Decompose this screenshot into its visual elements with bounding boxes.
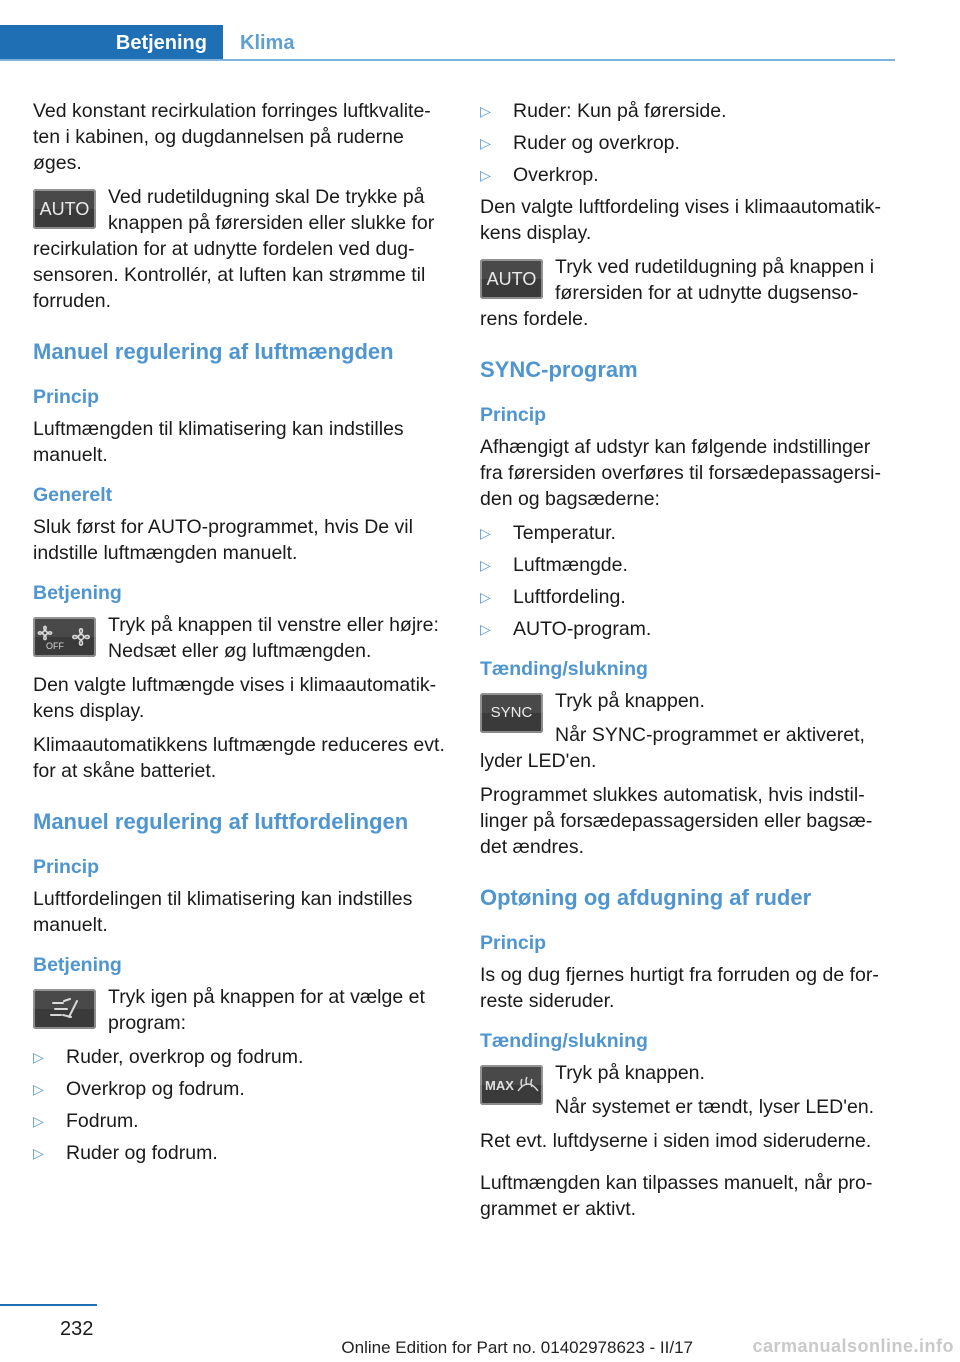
paragraph-battery: Klimaautomatikkens luftmængde reduceres evt. for at skåne batteriet. bbox=[33, 734, 445, 782]
list-item: ▷ Ruder og overkrop. bbox=[480, 132, 680, 154]
paragraph-air-volume-manual: Luftmængden kan tilpasses manuelt, når pro-grammet er aktivt. bbox=[480, 1172, 873, 1220]
heading-betjening: Betjening bbox=[33, 582, 122, 604]
auto-button-block bbox=[33, 184, 448, 314]
list-item: ▷ Ruder og fodrum. bbox=[33, 1142, 218, 1164]
sync-button-icon bbox=[480, 693, 543, 733]
sync-button-label: SYNC bbox=[490, 704, 533, 721]
paragraph-max-led: Når systemet er tændt, lyser LED'en. bbox=[555, 1096, 875, 1118]
paragraph-generelt: Sluk først for AUTO-programmet, hvis De vil indstille luftmængden manuelt. bbox=[33, 516, 413, 564]
list-item: ▷ Overkrop og fodrum. bbox=[33, 1078, 245, 1100]
watermark: carmanualsonline.info bbox=[752, 1336, 954, 1356]
auto-button-icon bbox=[33, 189, 96, 229]
auto-button-label: AUTO bbox=[486, 269, 537, 289]
heading-betjening-2: Betjening bbox=[33, 954, 122, 976]
heading-defrost: Optøning og afdugning af ruder bbox=[480, 885, 812, 910]
program-list bbox=[33, 1044, 448, 1166]
paragraph-side-vents: Ret evt. luftdyserne i siden imod sideruderne. bbox=[480, 1130, 872, 1152]
right-column bbox=[480, 98, 895, 1230]
page-number: 232 bbox=[60, 1318, 94, 1340]
paragraph-princip-air-volume: Luftmængden til klimatisering kan indstilles manuelt. bbox=[33, 418, 404, 466]
tab-betjening[interactable]: Betjening bbox=[0, 25, 223, 61]
triangle-bullet-icon: ▷ bbox=[480, 135, 491, 151]
fan-off-text: OFF bbox=[46, 641, 64, 651]
paragraph-defog: Ved rudetildugning skal De trykke på knappen på førersiden eller slukke for recirkulation for at udnytte fordelen ved dug-sensoren. Kontrollér, at luften kan strømme til forruden. bbox=[33, 186, 435, 312]
heading-manual-air-distribution: Manuel regulering af luftfordelingen bbox=[33, 809, 409, 834]
max-button-label: MAX bbox=[485, 1078, 514, 1093]
paragraph-auto-defog: Tryk ved rudetildugning på knappen i førersiden for at udnytte dugsenso-rens fordele. bbox=[480, 256, 875, 330]
sync-settings-list bbox=[480, 520, 895, 642]
max-defrost-button-icon bbox=[480, 1065, 543, 1105]
heading-manual-air-volume: Manuel regulering af luftmængden bbox=[33, 339, 394, 364]
heading-generelt: Generelt bbox=[33, 484, 113, 506]
triangle-bullet-icon: ▷ bbox=[33, 1113, 44, 1129]
paragraph-sync-led: Når SYNC-programmet er aktiveret, lyder LED'en. bbox=[480, 724, 865, 772]
list-item: ▷ Luftfordeling. bbox=[480, 586, 626, 608]
list-item: ▷ Overkrop. bbox=[480, 164, 599, 186]
heading-taending-slukning-2: Tænding/slukning bbox=[480, 1030, 648, 1052]
list-item: ▷ Luftmængde. bbox=[480, 554, 628, 576]
distribution-list bbox=[480, 98, 895, 188]
list-item: ▷ Fodrum. bbox=[33, 1110, 139, 1132]
chapter-tab-bar bbox=[0, 25, 895, 61]
triangle-bullet-icon: ▷ bbox=[480, 103, 491, 119]
heading-princip-3: Princip bbox=[480, 404, 547, 426]
left-column bbox=[33, 98, 448, 1172]
paragraph-defrost-princip: Is og dug fjernes hurtigt fra forruden og de for-reste sideruder. bbox=[480, 964, 879, 1012]
paragraph-distribution-control: Tryk igen på knappen for at vælge et program: bbox=[108, 986, 425, 1034]
triangle-bullet-icon: ▷ bbox=[33, 1081, 44, 1097]
auto-button-icon bbox=[480, 259, 543, 299]
paragraph-recirculation: Ved konstant recirkulation forringes luftkvalite-ten i kabinen, og dugdannelsen på ruderne øges. bbox=[33, 100, 431, 174]
list-item: ▷ Ruder: Kun på førerside. bbox=[480, 100, 727, 122]
fan-button-icon bbox=[33, 617, 96, 657]
paragraph-princip-air-distribution: Luftfordelingen til klimatisering kan indstilles manuelt. bbox=[33, 888, 413, 936]
triangle-bullet-icon: ▷ bbox=[480, 589, 491, 605]
auto-button-block-2 bbox=[480, 254, 895, 332]
heading-princip-4: Princip bbox=[480, 932, 547, 954]
list-item: ▷ AUTO-program. bbox=[480, 618, 652, 640]
heading-taending-slukning: Tænding/slukning bbox=[480, 658, 648, 680]
max-button-block bbox=[480, 1060, 895, 1120]
tab-divider bbox=[0, 59, 895, 61]
heading-princip: Princip bbox=[33, 386, 100, 408]
distribution-button-block bbox=[33, 984, 448, 1036]
paragraph-press-button-2: Tryk på knappen. bbox=[555, 1062, 705, 1084]
paragraph-distribution-display: Den valgte luftfordeling vises i klimaautomatik-kens display. bbox=[480, 196, 882, 244]
triangle-bullet-icon: ▷ bbox=[480, 167, 491, 183]
triangle-bullet-icon: ▷ bbox=[33, 1049, 44, 1065]
triangle-bullet-icon: ▷ bbox=[480, 525, 491, 541]
triangle-bullet-icon: ▷ bbox=[33, 1145, 44, 1161]
paragraph-fan-control: Tryk på knappen til venstre eller højre: Nedsæt eller øg luftmængden. bbox=[108, 614, 439, 662]
sync-button-block bbox=[480, 688, 895, 774]
fan-button-block bbox=[33, 612, 448, 664]
edition-footer: Online Edition for Part no. 01402978623 - II/17 bbox=[341, 1338, 693, 1357]
auto-button-label: AUTO bbox=[39, 199, 90, 219]
air-distribution-icon bbox=[33, 989, 96, 1029]
paragraph-air-volume-display: Den valgte luftmængde vises i klimaautomatik-kens display. bbox=[33, 674, 437, 722]
paragraph-sync-off: Programmet slukkes automatisk, hvis indstil-linger på forsædepassagersiden eller bagsæ-det ændres. bbox=[480, 784, 873, 858]
list-item: ▷ Ruder, overkrop og fodrum. bbox=[33, 1046, 304, 1068]
tab-klima[interactable]: Klima bbox=[240, 32, 295, 54]
paragraph-press-button: Tryk på knappen. bbox=[555, 690, 705, 712]
triangle-bullet-icon: ▷ bbox=[480, 557, 491, 573]
triangle-bullet-icon: ▷ bbox=[480, 621, 491, 637]
page-number-rule bbox=[0, 1304, 97, 1306]
paragraph-sync-princip: Afhængigt af udstyr kan følgende indstillinger fra førersiden overføres til forsædepassagersi-den og bagsæderne: bbox=[480, 436, 881, 510]
heading-sync-program: SYNC-program bbox=[480, 357, 638, 382]
list-item: ▷ Temperatur. bbox=[480, 522, 616, 544]
heading-princip-2: Princip bbox=[33, 856, 100, 878]
